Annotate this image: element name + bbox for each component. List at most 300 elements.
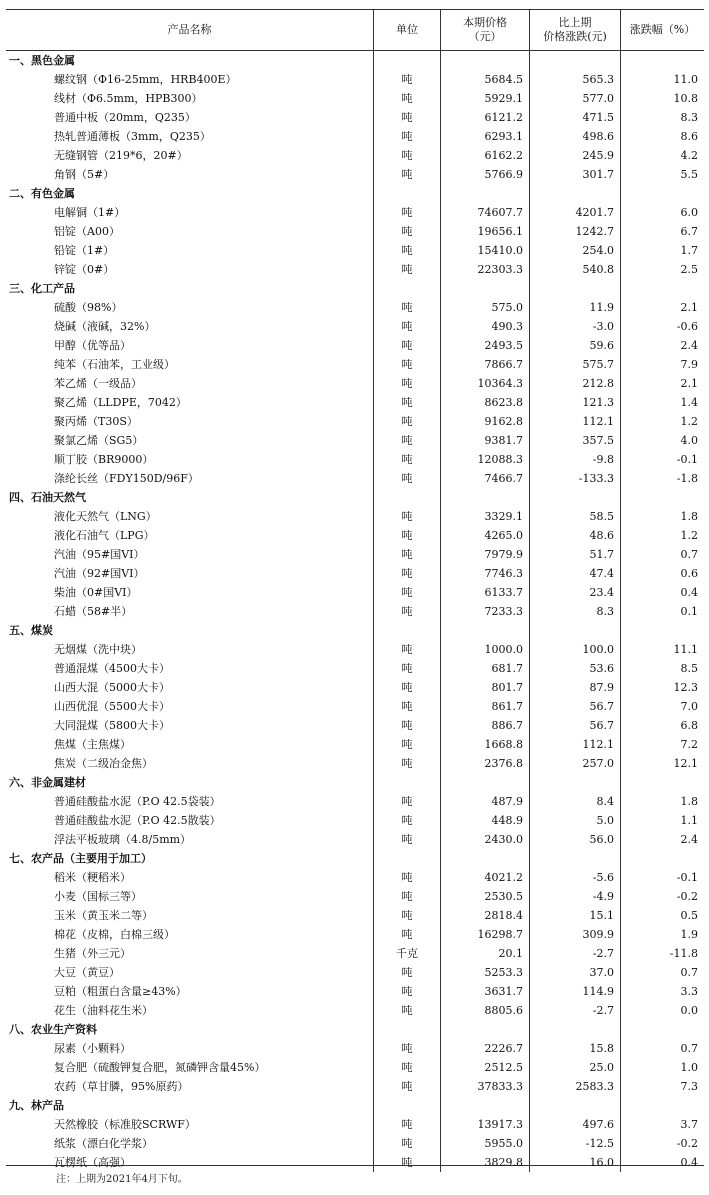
category-row (6, 184, 704, 203)
pct-cell: 7.0 (620, 697, 704, 716)
pct-cell: 0.5 (620, 906, 704, 925)
empty-cell (620, 488, 704, 507)
price-table (6, 9, 704, 1169)
category-row (6, 849, 704, 868)
change-cell: 245.9 (529, 146, 620, 165)
change-cell: -3.0 (529, 317, 620, 336)
price-cell: 6121.2 (440, 108, 529, 127)
price-cell: 5955.0 (440, 1134, 529, 1153)
unit-cell: 吨 (373, 412, 440, 431)
unit-cell: 吨 (373, 146, 440, 165)
unit-cell: 吨 (373, 868, 440, 887)
change-cell: 100.0 (529, 640, 620, 659)
unit-cell: 吨 (373, 108, 440, 127)
table-row (6, 545, 704, 564)
product-name: 花生（油料花生米） (54, 1004, 153, 1017)
table-row (6, 241, 704, 260)
product-name: 无烟煤（洗中块） (54, 643, 142, 656)
category-title: 二、有色金属 (9, 187, 75, 200)
change-cell: 16.0 (529, 1153, 620, 1172)
price-cell: 4265.0 (440, 526, 529, 545)
empty-cell (620, 51, 704, 70)
product-name: 天然橡胶（标准胶SCRWF） (54, 1118, 196, 1131)
category-row (6, 1020, 704, 1039)
unit-cell: 吨 (373, 317, 440, 336)
product-name: 浮法平板玻璃（4.8/5mm） (54, 833, 192, 846)
product-name: 纯苯（石油苯，工业级） (54, 358, 175, 371)
product-name: 角钢（5#） (54, 168, 115, 181)
pct-cell: 8.3 (620, 108, 704, 127)
change-cell: 2583.3 (529, 1077, 620, 1096)
product-name: 液化石油气（LPG） (54, 529, 155, 542)
price-cell: 4021.2 (440, 868, 529, 887)
unit-cell: 吨 (373, 1134, 440, 1153)
change-cell: 53.6 (529, 659, 620, 678)
unit-cell: 吨 (373, 469, 440, 488)
unit-cell: 吨 (373, 374, 440, 393)
change-cell: 37.0 (529, 963, 620, 982)
empty-cell (529, 773, 620, 792)
table-row (6, 393, 704, 412)
pct-cell: 6.7 (620, 222, 704, 241)
table-row (6, 374, 704, 393)
table-row (6, 583, 704, 602)
header-price: 本期价格 （元） (440, 10, 529, 50)
pct-cell: 8.6 (620, 127, 704, 146)
product-name: 无缝钢管（219*6，20#） (54, 149, 188, 162)
table-row (6, 678, 704, 697)
change-cell: 15.8 (529, 1039, 620, 1058)
empty-cell (373, 621, 440, 640)
product-name: 螺纹钢（Φ16-25mm，HRB400E） (54, 73, 237, 86)
product-name: 焦炭（二级冶金焦） (54, 757, 153, 770)
pct-cell: 0.4 (620, 1153, 704, 1172)
price-cell: 2493.5 (440, 336, 529, 355)
table-row (6, 317, 704, 336)
pct-cell: 12.3 (620, 678, 704, 697)
pct-cell: 4.0 (620, 431, 704, 450)
pct-cell: 2.4 (620, 336, 704, 355)
empty-cell (529, 621, 620, 640)
change-cell: -133.3 (529, 469, 620, 488)
table-row (6, 127, 704, 146)
change-cell: 8.4 (529, 792, 620, 811)
table-row (6, 830, 704, 849)
pct-cell: -0.2 (620, 1134, 704, 1153)
unit-cell: 吨 (373, 1077, 440, 1096)
product-name: 瓦楞纸（高强） (54, 1156, 131, 1169)
table-row (6, 659, 704, 678)
pct-cell: 1.2 (620, 526, 704, 545)
price-cell: 12088.3 (440, 450, 529, 469)
price-cell: 7979.9 (440, 545, 529, 564)
empty-cell (620, 1020, 704, 1039)
change-cell: 121.3 (529, 393, 620, 412)
empty-cell (440, 773, 529, 792)
empty-cell (440, 184, 529, 203)
table-row (6, 716, 704, 735)
product-name: 聚乙烯（LLDPE，7042） (54, 396, 187, 409)
empty-cell (440, 51, 529, 70)
table-row (6, 925, 704, 944)
price-cell: 22303.3 (440, 260, 529, 279)
empty-cell (373, 184, 440, 203)
unit-cell: 吨 (373, 203, 440, 222)
product-name: 普通中板（20mm，Q235） (54, 111, 196, 124)
product-name: 山西大混（5000大卡） (54, 681, 170, 694)
product-name: 普通硅酸盐水泥（P.O 42.5袋装） (54, 795, 221, 808)
change-cell: -5.6 (529, 868, 620, 887)
price-cell: 1000.0 (440, 640, 529, 659)
category-title: 一、黑色金属 (9, 54, 75, 67)
unit-cell: 吨 (373, 735, 440, 754)
unit-cell: 吨 (373, 754, 440, 773)
change-cell: 540.8 (529, 260, 620, 279)
pct-cell: 1.8 (620, 507, 704, 526)
empty-cell (529, 849, 620, 868)
price-cell: 448.9 (440, 811, 529, 830)
change-cell: 23.4 (529, 583, 620, 602)
empty-cell (440, 488, 529, 507)
price-cell: 487.9 (440, 792, 529, 811)
price-cell: 16298.7 (440, 925, 529, 944)
price-cell: 13917.3 (440, 1115, 529, 1134)
product-name: 普通混煤（4500大卡） (54, 662, 170, 675)
change-cell: -12.5 (529, 1134, 620, 1153)
table-row (6, 735, 704, 754)
unit-cell: 吨 (373, 982, 440, 1001)
price-cell: 19656.1 (440, 222, 529, 241)
price-cell: 1668.8 (440, 735, 529, 754)
product-name: 复合肥（硫酸钾复合肥，氮磷钾含量45%） (54, 1061, 266, 1074)
unit-cell: 吨 (373, 336, 440, 355)
unit-cell: 吨 (373, 906, 440, 925)
change-cell: 87.9 (529, 678, 620, 697)
product-name: 热轧普通薄板（3mm，Q235） (54, 130, 211, 143)
pct-cell: 0.7 (620, 545, 704, 564)
unit-cell: 吨 (373, 887, 440, 906)
change-cell: 357.5 (529, 431, 620, 450)
table-row (6, 146, 704, 165)
pct-cell: 2.4 (620, 830, 704, 849)
category-row (6, 773, 704, 792)
table-row (6, 811, 704, 830)
pct-cell: 6.0 (620, 203, 704, 222)
change-cell: 257.0 (529, 754, 620, 773)
empty-cell (529, 1020, 620, 1039)
price-cell: 7233.3 (440, 602, 529, 621)
unit-cell: 吨 (373, 526, 440, 545)
change-cell: 575.7 (529, 355, 620, 374)
unit-cell: 吨 (373, 1039, 440, 1058)
unit-cell: 吨 (373, 393, 440, 412)
pct-cell: 1.7 (620, 241, 704, 260)
unit-cell: 千克 (373, 944, 440, 963)
unit-cell: 吨 (373, 602, 440, 621)
category-row (6, 1096, 704, 1115)
category-title: 九、林产品 (9, 1099, 64, 1112)
price-cell: 2818.4 (440, 906, 529, 925)
change-cell: 51.7 (529, 545, 620, 564)
change-cell: 254.0 (529, 241, 620, 260)
table-row (6, 982, 704, 1001)
change-cell: 309.9 (529, 925, 620, 944)
change-cell: -4.9 (529, 887, 620, 906)
change-cell: 56.7 (529, 697, 620, 716)
pct-cell: -0.6 (620, 317, 704, 336)
pct-cell: -1.8 (620, 469, 704, 488)
empty-cell (373, 849, 440, 868)
unit-cell: 吨 (373, 1115, 440, 1134)
pct-cell: 1.8 (620, 792, 704, 811)
table-row (6, 754, 704, 773)
price-cell: 5253.3 (440, 963, 529, 982)
empty-cell (373, 279, 440, 298)
empty-cell (373, 773, 440, 792)
change-cell: 471.5 (529, 108, 620, 127)
change-cell: 497.6 (529, 1115, 620, 1134)
unit-cell: 吨 (373, 260, 440, 279)
unit-cell: 吨 (373, 127, 440, 146)
empty-cell (373, 488, 440, 507)
price-cell: 3329.1 (440, 507, 529, 526)
product-name: 涤纶长丝（FDY150D/96F） (54, 472, 199, 485)
product-name: 柴油（0#国VI） (54, 586, 138, 599)
empty-cell (440, 1020, 529, 1039)
unit-cell: 吨 (373, 241, 440, 260)
category-title: 七、农产品（主要用于加工） (9, 852, 152, 865)
price-cell: 2376.8 (440, 754, 529, 773)
pct-cell: -0.1 (620, 450, 704, 469)
product-name: 聚丙烯（T30S） (54, 415, 138, 428)
empty-cell (620, 849, 704, 868)
product-name: 大豆（黄豆） (54, 966, 120, 979)
category-title: 六、非金属建材 (9, 776, 86, 789)
product-name: 纸浆（漂白化学浆） (54, 1137, 153, 1150)
change-cell: 114.9 (529, 982, 620, 1001)
price-cell: 801.7 (440, 678, 529, 697)
product-name: 电解铜（1#） (54, 206, 126, 219)
table-row (6, 792, 704, 811)
empty-cell (373, 51, 440, 70)
change-cell: -9.8 (529, 450, 620, 469)
pct-cell: 7.9 (620, 355, 704, 374)
change-cell: -2.7 (529, 944, 620, 963)
pct-cell: 0.7 (620, 963, 704, 982)
price-cell: 5766.9 (440, 165, 529, 184)
unit-cell: 吨 (373, 792, 440, 811)
header-change: 比上期 价格涨跌(元) (529, 10, 620, 50)
empty-cell (529, 1096, 620, 1115)
category-row (6, 51, 704, 70)
header-unit: 单位 (373, 10, 440, 50)
price-cell: 861.7 (440, 697, 529, 716)
pct-cell: 11.1 (620, 640, 704, 659)
table-row (6, 89, 704, 108)
unit-cell: 吨 (373, 298, 440, 317)
change-cell: 112.1 (529, 735, 620, 754)
price-cell: 3829.8 (440, 1153, 529, 1172)
product-name: 铅锭（1#） (54, 244, 115, 257)
price-cell: 7866.7 (440, 355, 529, 374)
empty-cell (440, 849, 529, 868)
product-name: 锌锭（0#） (54, 263, 115, 276)
unit-cell: 吨 (373, 811, 440, 830)
pct-cell: -11.8 (620, 944, 704, 963)
change-cell: 15.1 (529, 906, 620, 925)
table-row (6, 1077, 704, 1096)
table-row (6, 1039, 704, 1058)
unit-cell: 吨 (373, 70, 440, 89)
product-name: 石蜡（58#半） (54, 605, 133, 618)
empty-cell (529, 51, 620, 70)
pct-cell: 12.1 (620, 754, 704, 773)
unit-cell: 吨 (373, 564, 440, 583)
unit-cell: 吨 (373, 1153, 440, 1172)
table-row (6, 697, 704, 716)
change-cell: 47.4 (529, 564, 620, 583)
category-row (6, 488, 704, 507)
product-name: 铝锭（A00） (54, 225, 120, 238)
price-cell: 15410.0 (440, 241, 529, 260)
unit-cell: 吨 (373, 507, 440, 526)
product-name: 普通硅酸盐水泥（P.O 42.5散装） (54, 814, 221, 827)
category-title: 四、石油天然气 (9, 491, 86, 504)
pct-cell: 0.6 (620, 564, 704, 583)
empty-cell (440, 621, 529, 640)
change-cell: 4201.7 (529, 203, 620, 222)
product-name: 大同混煤（5800大卡） (54, 719, 170, 732)
price-cell: 9381.7 (440, 431, 529, 450)
product-name: 甲醇（优等品） (54, 339, 131, 352)
footnote: 注：上期为2021年4月下旬。 (56, 1174, 188, 1185)
unit-cell: 吨 (373, 89, 440, 108)
table-row (6, 963, 704, 982)
price-cell: 20.1 (440, 944, 529, 963)
change-cell: 498.6 (529, 127, 620, 146)
change-cell: 112.1 (529, 412, 620, 431)
pct-cell: -0.2 (620, 887, 704, 906)
unit-cell: 吨 (373, 545, 440, 564)
table-row (6, 450, 704, 469)
price-cell: 2530.5 (440, 887, 529, 906)
unit-cell: 吨 (373, 355, 440, 374)
table-row (6, 336, 704, 355)
price-cell: 8623.8 (440, 393, 529, 412)
product-name: 聚氯乙烯（SG5） (54, 434, 144, 447)
price-cell: 575.0 (440, 298, 529, 317)
price-cell: 5684.5 (440, 70, 529, 89)
price-cell: 2430.0 (440, 830, 529, 849)
product-name: 豆粕（粗蛋白含量≥43%） (54, 985, 187, 998)
pct-cell: 3.7 (620, 1115, 704, 1134)
empty-cell (529, 488, 620, 507)
table-row (6, 165, 704, 184)
table-row (6, 412, 704, 431)
table-row (6, 868, 704, 887)
product-name: 稻米（粳稻米） (54, 871, 131, 884)
price-cell: 5929.1 (440, 89, 529, 108)
pct-cell: 11.0 (620, 70, 704, 89)
product-name: 线材（Φ6.5mm，HPB300） (54, 92, 203, 105)
product-name: 顺丁胶（BR9000） (54, 453, 154, 466)
pct-cell: 0.4 (620, 583, 704, 602)
unit-cell: 吨 (373, 716, 440, 735)
change-cell: -2.7 (529, 1001, 620, 1020)
unit-cell: 吨 (373, 640, 440, 659)
pct-cell: 1.4 (620, 393, 704, 412)
unit-cell: 吨 (373, 450, 440, 469)
price-cell: 37833.3 (440, 1077, 529, 1096)
unit-cell: 吨 (373, 431, 440, 450)
product-name: 山西优混（5500大卡） (54, 700, 170, 713)
price-cell: 9162.8 (440, 412, 529, 431)
table-row (6, 222, 704, 241)
pct-cell: 0.0 (620, 1001, 704, 1020)
table-row (6, 469, 704, 488)
product-name: 苯乙烯（一级品） (54, 377, 142, 390)
change-cell: 8.3 (529, 602, 620, 621)
table-row (6, 298, 704, 317)
empty-cell (620, 1096, 704, 1115)
product-name: 烧碱（液碱，32%） (54, 320, 156, 333)
change-cell: 56.0 (529, 830, 620, 849)
product-name: 棉花（皮棉，白棉三级） (54, 928, 175, 941)
unit-cell: 吨 (373, 697, 440, 716)
price-cell: 6133.7 (440, 583, 529, 602)
pct-cell: 3.3 (620, 982, 704, 1001)
table-body (6, 51, 704, 1172)
category-title: 三、化工产品 (9, 282, 75, 295)
empty-cell (373, 1020, 440, 1039)
pct-cell: 4.2 (620, 146, 704, 165)
change-cell: 25.0 (529, 1058, 620, 1077)
table-row (6, 564, 704, 583)
price-cell: 8805.6 (440, 1001, 529, 1020)
unit-cell: 吨 (373, 1001, 440, 1020)
change-cell: 1242.7 (529, 222, 620, 241)
pct-cell: 1.0 (620, 1058, 704, 1077)
table-row (6, 108, 704, 127)
change-cell: 11.9 (529, 298, 620, 317)
empty-cell (373, 1096, 440, 1115)
change-cell: 48.6 (529, 526, 620, 545)
price-cell: 3631.7 (440, 982, 529, 1001)
product-name: 汽油（95#国VI） (54, 548, 145, 561)
empty-cell (620, 621, 704, 640)
price-cell: 74607.7 (440, 203, 529, 222)
product-name: 小麦（国标三等） (54, 890, 142, 903)
pct-cell: 2.1 (620, 374, 704, 393)
pct-cell: 10.8 (620, 89, 704, 108)
pct-cell: 1.2 (620, 412, 704, 431)
pct-cell: 7.3 (620, 1077, 704, 1096)
change-cell: 5.0 (529, 811, 620, 830)
unit-cell: 吨 (373, 830, 440, 849)
change-cell: 56.7 (529, 716, 620, 735)
empty-cell (620, 773, 704, 792)
product-name: 玉米（黄玉米二等） (54, 909, 153, 922)
price-cell: 6293.1 (440, 127, 529, 146)
change-cell: 212.8 (529, 374, 620, 393)
unit-cell: 吨 (373, 1058, 440, 1077)
empty-cell (620, 279, 704, 298)
unit-cell: 吨 (373, 222, 440, 241)
pct-cell: 8.5 (620, 659, 704, 678)
price-cell: 7466.7 (440, 469, 529, 488)
pct-cell: 0.1 (620, 602, 704, 621)
table-row (6, 1115, 704, 1134)
